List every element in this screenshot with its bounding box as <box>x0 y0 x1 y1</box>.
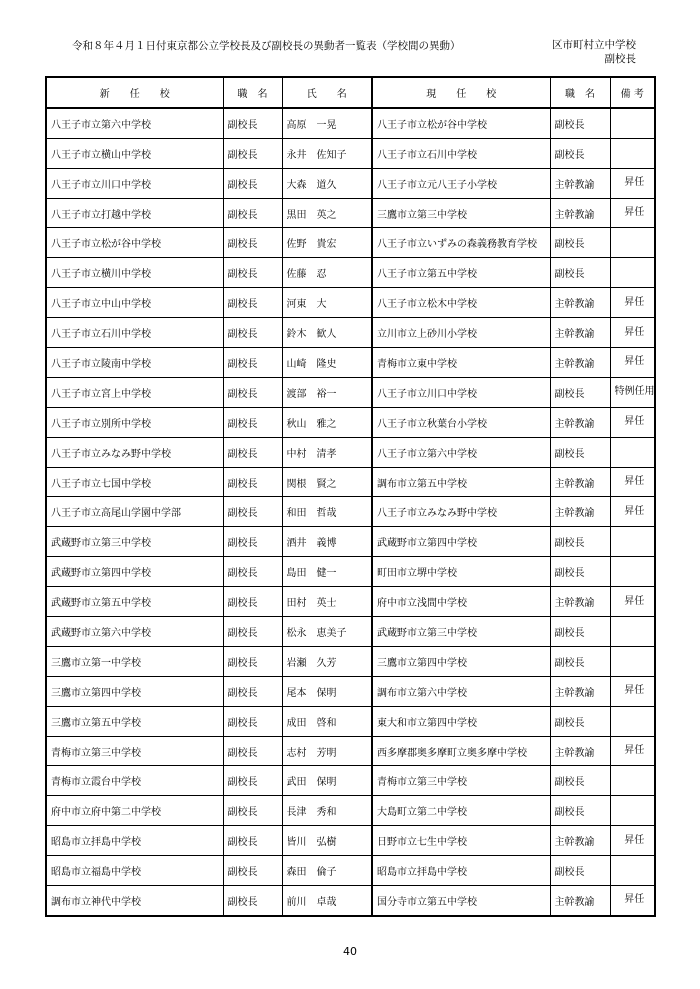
cell-position: 副校長 <box>223 736 282 766</box>
cell-current-school: 日野市立七生中学校 <box>372 826 550 856</box>
cell-new-school: 八王子市立打越中学校 <box>46 198 223 228</box>
cell-position: 副校長 <box>223 766 282 796</box>
cell-position: 副校長 <box>223 497 282 527</box>
cell-current-school: 武蔵野市立第四中学校 <box>372 527 550 557</box>
cell-position: 副校長 <box>223 706 282 736</box>
cell-new-school: 武蔵野市立第四中学校 <box>46 557 223 587</box>
cell-current-position: 主幹教諭 <box>550 886 610 916</box>
category-line-1: 区市町村立中学校 <box>552 39 636 51</box>
table-row <box>46 886 655 916</box>
cell-new-school: 八王子市立高尾山学園中学部 <box>46 497 223 527</box>
cell-position: 副校長 <box>223 796 282 826</box>
table-row <box>46 587 655 617</box>
cell-new-school: 三鷹市立第五中学校 <box>46 706 223 736</box>
cell-remarks: 昇任 <box>610 407 655 437</box>
cell-current-school: 青梅市立第三中学校 <box>372 766 550 796</box>
cell-current-position: 副校長 <box>550 437 610 467</box>
cell-current-position: 主幹教諭 <box>550 318 610 348</box>
cell-name: 長津 秀和 <box>282 796 372 826</box>
cell-position: 副校長 <box>223 258 282 288</box>
table-row <box>46 706 655 736</box>
cell-new-school: 三鷹市立第一中学校 <box>46 646 223 676</box>
cell-current-school: 八王子市立元八王子小学校 <box>372 168 550 198</box>
cell-current-position: 副校長 <box>550 258 610 288</box>
cell-position: 副校長 <box>223 437 282 467</box>
cell-new-school: 八王子市立川口中学校 <box>46 168 223 198</box>
cell-current-school: 八王子市立いずみの森義務教育学校 <box>372 228 550 258</box>
cell-current-school: 八王子市立第六中学校 <box>372 437 550 467</box>
cell-position: 副校長 <box>223 348 282 378</box>
cell-current-position: 副校長 <box>550 796 610 826</box>
cell-position: 副校長 <box>223 228 282 258</box>
cell-position: 副校長 <box>223 527 282 557</box>
cell-new-school: 八王子市立別所中学校 <box>46 407 223 437</box>
cell-new-school: 八王子市立宮上中学校 <box>46 377 223 407</box>
cell-current-school: 立川市立上砂川小学校 <box>372 318 550 348</box>
cell-position: 副校長 <box>223 407 282 437</box>
cell-name: 大森 道久 <box>282 168 372 198</box>
cell-current-position: 主幹教諭 <box>550 826 610 856</box>
cell-remarks <box>610 646 655 676</box>
cell-name: 秋山 雅之 <box>282 407 372 437</box>
cell-current-position: 主幹教諭 <box>550 198 610 228</box>
header-current-school: 現 任 校 <box>372 77 550 108</box>
table-row <box>46 348 655 378</box>
cell-current-school: 八王子市立みなみ野中学校 <box>372 497 550 527</box>
cell-remarks <box>610 796 655 826</box>
cell-name: 高原 一晃 <box>282 108 372 138</box>
cell-remarks <box>610 228 655 258</box>
cell-current-position: 副校長 <box>550 766 610 796</box>
cell-position: 副校長 <box>223 557 282 587</box>
cell-name: 黒田 英之 <box>282 198 372 228</box>
cell-current-school: 府中市立浅間中学校 <box>372 587 550 617</box>
cell-current-position: 副校長 <box>550 856 610 886</box>
cell-name: 酒井 義博 <box>282 527 372 557</box>
cell-current-position: 副校長 <box>550 527 610 557</box>
cell-name: 関根 賢之 <box>282 467 372 497</box>
table-row <box>46 377 655 407</box>
cell-name: 尾本 保明 <box>282 676 372 706</box>
cell-remarks: 昇任 <box>610 288 655 318</box>
cell-position: 副校長 <box>223 617 282 647</box>
table-row <box>46 258 655 288</box>
cell-name: 武田 保明 <box>282 766 372 796</box>
cell-remarks <box>610 108 655 138</box>
cell-new-school: 八王子市立松が谷中学校 <box>46 228 223 258</box>
cell-current-position: 主幹教諭 <box>550 348 610 378</box>
cell-new-school: 八王子市立七国中学校 <box>46 467 223 497</box>
table-row <box>46 617 655 647</box>
cell-name: 渡部 裕一 <box>282 377 372 407</box>
cell-remarks <box>610 617 655 647</box>
table-row <box>46 318 655 348</box>
cell-current-position: 副校長 <box>550 377 610 407</box>
cell-new-school: 昭島市立拝島中学校 <box>46 826 223 856</box>
cell-current-school: 調布市立第五中学校 <box>372 467 550 497</box>
cell-remarks: 昇任 <box>610 886 655 916</box>
cell-position: 副校長 <box>223 318 282 348</box>
cell-position: 副校長 <box>223 886 282 916</box>
cell-new-school: 八王子市立みなみ野中学校 <box>46 437 223 467</box>
cell-current-position: 主幹教諭 <box>550 497 610 527</box>
table-row <box>46 108 655 138</box>
cell-name: 佐藤 忍 <box>282 258 372 288</box>
cell-remarks <box>610 557 655 587</box>
table-row <box>46 796 655 826</box>
cell-current-position: 主幹教諭 <box>550 676 610 706</box>
cell-new-school: 武蔵野市立第三中学校 <box>46 527 223 557</box>
header-current-position: 職 名 <box>550 77 610 108</box>
cell-current-position: 副校長 <box>550 617 610 647</box>
cell-current-school: 調布市立第六中学校 <box>372 676 550 706</box>
cell-remarks <box>610 527 655 557</box>
cell-remarks <box>610 856 655 886</box>
cell-position: 副校長 <box>223 676 282 706</box>
cell-new-school: 武蔵野市立第五中学校 <box>46 587 223 617</box>
cell-remarks: 昇任 <box>610 736 655 766</box>
cell-remarks: 昇任 <box>610 318 655 348</box>
cell-name: 皆川 弘樹 <box>282 826 372 856</box>
cell-current-school: 西多摩郡奥多摩町立奥多摩中学校 <box>372 736 550 766</box>
cell-new-school: 八王子市立横山中学校 <box>46 138 223 168</box>
cell-position: 副校長 <box>223 467 282 497</box>
cell-remarks <box>610 706 655 736</box>
table-row <box>46 736 655 766</box>
cell-remarks: 特例任用 <box>610 377 655 407</box>
cell-new-school: 昭島市立福島中学校 <box>46 856 223 886</box>
table-row <box>46 228 655 258</box>
cell-current-school: 三鷹市立第四中学校 <box>372 646 550 676</box>
cell-remarks: 昇任 <box>610 198 655 228</box>
cell-current-school: 八王子市立松が谷中学校 <box>372 108 550 138</box>
cell-current-position: 主幹教諭 <box>550 168 610 198</box>
table-row <box>46 676 655 706</box>
header-new-school: 新 任 校 <box>46 77 223 108</box>
transfer-table <box>45 76 656 917</box>
cell-new-school: 調布市立神代中学校 <box>46 886 223 916</box>
cell-new-school: 府中市立府中第二中学校 <box>46 796 223 826</box>
table-row <box>46 288 655 318</box>
cell-current-school: 八王子市立第五中学校 <box>372 258 550 288</box>
cell-remarks: 昇任 <box>610 676 655 706</box>
table-row <box>46 527 655 557</box>
table-row <box>46 497 655 527</box>
cell-name: 前川 卓哉 <box>282 886 372 916</box>
cell-current-school: 八王子市立川口中学校 <box>372 377 550 407</box>
cell-name: 佐野 貴宏 <box>282 228 372 258</box>
cell-new-school: 武蔵野市立第六中学校 <box>46 617 223 647</box>
cell-current-school: 八王子市立秋葉台小学校 <box>372 407 550 437</box>
table-header-row <box>46 77 655 108</box>
cell-remarks <box>610 138 655 168</box>
cell-current-position: 副校長 <box>550 706 610 736</box>
cell-name: 中村 清孝 <box>282 437 372 467</box>
cell-name: 河東 大 <box>282 288 372 318</box>
cell-remarks: 昇任 <box>610 467 655 497</box>
cell-name: 志村 芳明 <box>282 736 372 766</box>
cell-name: 森田 倫子 <box>282 856 372 886</box>
cell-new-school: 青梅市立霞台中学校 <box>46 766 223 796</box>
cell-position: 副校長 <box>223 198 282 228</box>
category-label <box>552 38 636 66</box>
cell-remarks: 昇任 <box>610 348 655 378</box>
table-row <box>46 198 655 228</box>
cell-new-school: 青梅市立第三中学校 <box>46 736 223 766</box>
cell-current-position: 副校長 <box>550 228 610 258</box>
document-title: 令和８年４月１日付東京都公立学校長及び副校長の異動者一覧表（学校間の異動） <box>72 40 461 52</box>
cell-new-school: 八王子市立石川中学校 <box>46 318 223 348</box>
table-row <box>46 856 655 886</box>
cell-current-position: 主幹教諭 <box>550 736 610 766</box>
cell-remarks <box>610 766 655 796</box>
page-number: 40 <box>343 945 357 958</box>
cell-new-school: 八王子市立陵南中学校 <box>46 348 223 378</box>
cell-current-position: 主幹教諭 <box>550 407 610 437</box>
cell-current-position: 主幹教諭 <box>550 587 610 617</box>
table-row <box>46 467 655 497</box>
table-row <box>46 168 655 198</box>
cell-new-school: 八王子市立中山中学校 <box>46 288 223 318</box>
cell-position: 副校長 <box>223 377 282 407</box>
header-name: 氏 名 <box>282 77 372 108</box>
cell-current-position: 副校長 <box>550 646 610 676</box>
header-position: 職 名 <box>223 77 282 108</box>
cell-current-school: 町田市立堺中学校 <box>372 557 550 587</box>
cell-new-school: 三鷹市立第四中学校 <box>46 676 223 706</box>
cell-position: 副校長 <box>223 646 282 676</box>
table-row <box>46 646 655 676</box>
cell-name: 岩瀬 久芳 <box>282 646 372 676</box>
table-row <box>46 766 655 796</box>
cell-remarks: 昇任 <box>610 168 655 198</box>
cell-position: 副校長 <box>223 288 282 318</box>
cell-current-position: 副校長 <box>550 138 610 168</box>
cell-position: 副校長 <box>223 138 282 168</box>
cell-position: 副校長 <box>223 856 282 886</box>
cell-position: 副校長 <box>223 826 282 856</box>
cell-current-school: 昭島市立拝島中学校 <box>372 856 550 886</box>
cell-remarks: 昇任 <box>610 587 655 617</box>
cell-current-school: 青梅市立東中学校 <box>372 348 550 378</box>
cell-position: 副校長 <box>223 168 282 198</box>
cell-position: 副校長 <box>223 587 282 617</box>
cell-current-position: 副校長 <box>550 108 610 138</box>
category-line-2: 副校長 <box>604 53 636 65</box>
cell-name: 和田 哲哉 <box>282 497 372 527</box>
cell-current-position: 主幹教諭 <box>550 467 610 497</box>
cell-position: 副校長 <box>223 108 282 138</box>
table-row <box>46 437 655 467</box>
table-row <box>46 557 655 587</box>
table-row <box>46 826 655 856</box>
table-row <box>46 407 655 437</box>
cell-remarks <box>610 258 655 288</box>
cell-current-position: 副校長 <box>550 557 610 587</box>
cell-remarks: 昇任 <box>610 826 655 856</box>
cell-name: 成田 啓和 <box>282 706 372 736</box>
cell-current-school: 八王子市立松木中学校 <box>372 288 550 318</box>
cell-current-school: 三鷹市立第三中学校 <box>372 198 550 228</box>
cell-new-school: 八王子市立第六中学校 <box>46 108 223 138</box>
cell-current-school: 国分寺市立第五中学校 <box>372 886 550 916</box>
cell-current-school: 八王子市立石川中学校 <box>372 138 550 168</box>
header-remarks: 備 考 <box>610 77 655 108</box>
cell-name: 田村 英士 <box>282 587 372 617</box>
cell-current-school: 武蔵野市立第三中学校 <box>372 617 550 647</box>
cell-current-school: 東大和市立第四中学校 <box>372 706 550 736</box>
cell-name: 鈴木 歓人 <box>282 318 372 348</box>
cell-current-school: 大島町立第二中学校 <box>372 796 550 826</box>
cell-remarks: 昇任 <box>610 497 655 527</box>
cell-name: 永井 佐知子 <box>282 138 372 168</box>
cell-name: 松永 恵美子 <box>282 617 372 647</box>
cell-current-position: 主幹教諭 <box>550 288 610 318</box>
cell-remarks <box>610 437 655 467</box>
cell-name: 山崎 隆史 <box>282 348 372 378</box>
table-row <box>46 138 655 168</box>
cell-new-school: 八王子市立横川中学校 <box>46 258 223 288</box>
cell-name: 島田 健一 <box>282 557 372 587</box>
